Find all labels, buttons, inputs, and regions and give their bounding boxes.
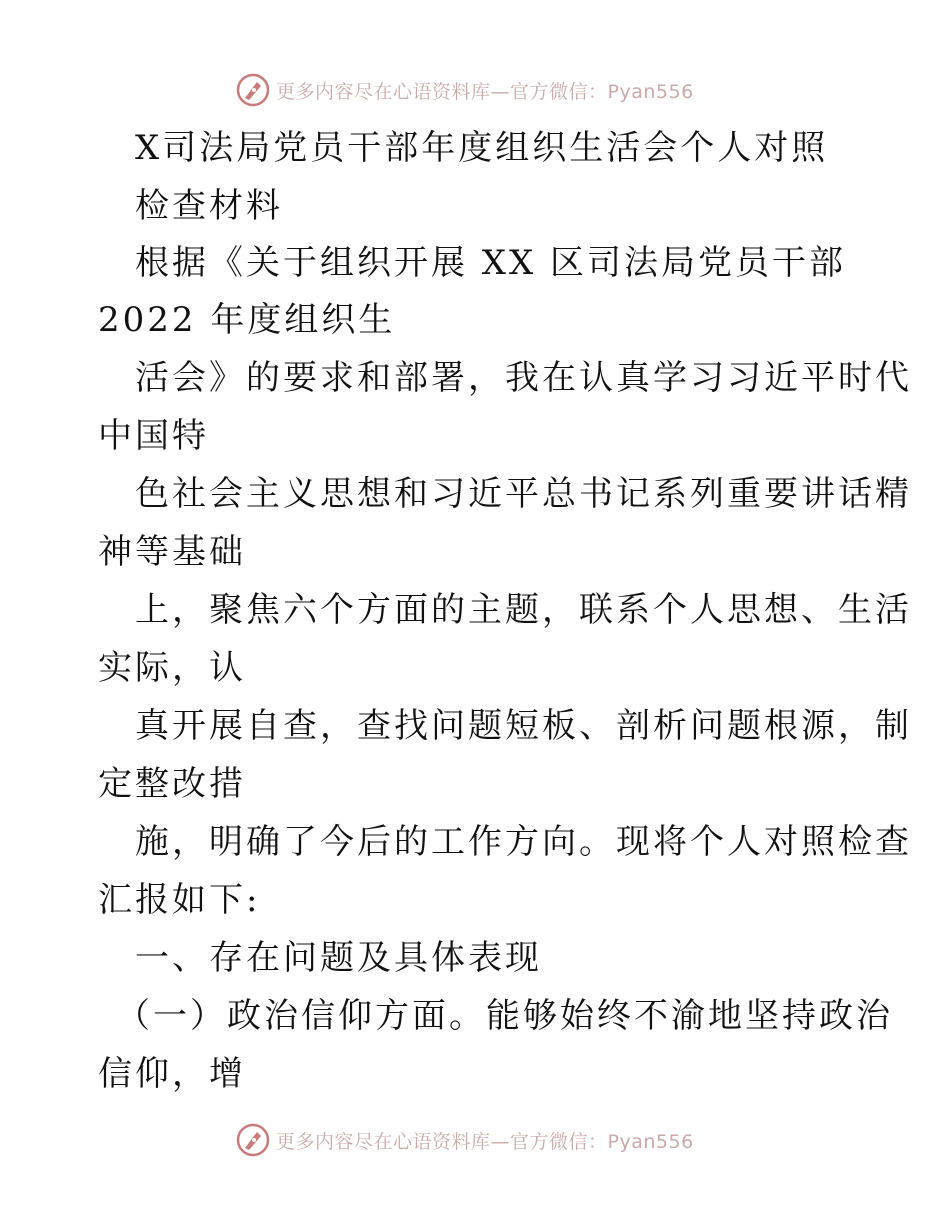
doc-paragraph-line: 色社会主义思想和习近平总书记系列重要讲话精 xyxy=(135,474,912,514)
doc-paragraph-line: 定整改措 xyxy=(98,764,246,804)
watermark-text: 更多内容尽在心语资料库—官方微信： xyxy=(276,1130,608,1153)
pen-nib-seal-icon xyxy=(236,1123,270,1157)
doc-paragraph-line: 神等基础 xyxy=(98,532,246,572)
doc-paragraph-line: 施，明确了今后的工作方向。现将个人对照检查 xyxy=(135,822,912,862)
doc-paragraph-line: 汇报如下: xyxy=(98,880,261,920)
doc-paragraph-line: 真开展自查，查找问题短板、剖析问题根源，制 xyxy=(135,706,912,746)
doc-paragraph-line: 2022 年度组织生 xyxy=(98,300,396,340)
doc-paragraph-line: 中国特 xyxy=(98,416,209,456)
subsection-line: 信仰，增 xyxy=(98,1054,246,1094)
doc-paragraph-line: 实际，认 xyxy=(98,648,246,688)
doc-paragraph-line: 根据《关于组织开展 XX 区司法局党员干部 xyxy=(135,243,847,283)
watermark-text: 更多内容尽在心语资料库—官方微信： xyxy=(276,80,608,103)
footer-watermark xyxy=(236,1122,694,1158)
doc-title-line-1: X司法局党员干部年度组织生活会个人对照 xyxy=(135,128,829,168)
doc-title-line-2: 检查材料 xyxy=(135,186,283,226)
subsection-line: （一）政治信仰方面。能够始终不渝地坚持政治 xyxy=(116,996,893,1036)
doc-paragraph-line: 上，聚焦六个方面的主题，联系个人思想、生活 xyxy=(135,590,912,630)
watermark-id: Pyan556 xyxy=(607,1130,694,1153)
section-heading: 一、存在问题及具体表现 xyxy=(135,938,542,978)
doc-paragraph-line: 活会》的要求和部署，我在认真学习习近平时代 xyxy=(135,358,912,398)
watermark-id: Pyan556 xyxy=(607,80,694,103)
